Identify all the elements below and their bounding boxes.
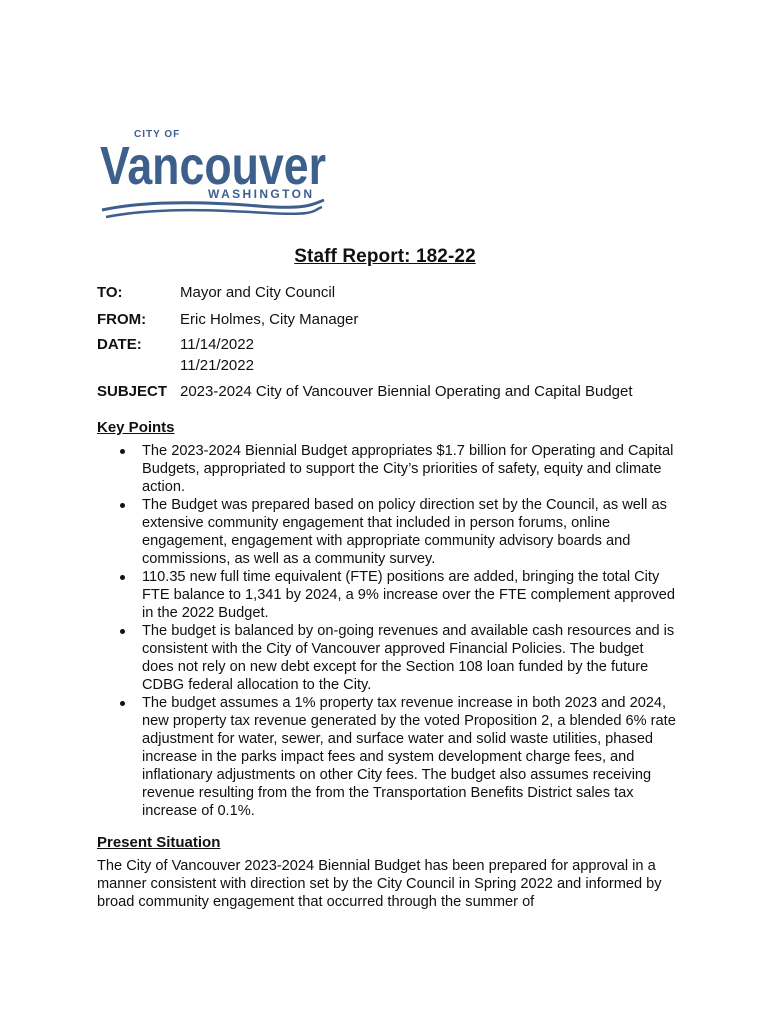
present-situation-heading: Present Situation — [97, 834, 221, 851]
page-title: Staff Report: 182-22 — [294, 246, 476, 267]
city-logo — [98, 126, 330, 222]
from-label: FROM: — [97, 311, 147, 328]
key-points-list — [118, 442, 678, 820]
key-point-text: The budget is balanced by on-going revenues and available cash resources and is consistent with the City of Vancouver approved Financial Policies. The budget does not rely on new debt except for the Section 108 loan funded by the future CDBG federal allocation to the City. — [142, 623, 675, 693]
list-item — [118, 568, 678, 622]
vancouver-logo-graphic — [98, 126, 330, 222]
subject-value: 2023-2024 City of Vancouver Biennial Operating and Capital Budget — [180, 383, 633, 400]
date-label: DATE: — [97, 336, 142, 353]
list-item — [118, 496, 678, 568]
list-item — [118, 622, 678, 694]
bullet-icon — [120, 503, 125, 508]
key-point-text: 110.35 new full time equivalent (FTE) positions are added, bringing the total City FTE balance to 1,341 by 2024, a 9% increase over the FTE complement approved in the 2022 Budget. — [142, 569, 675, 621]
list-item — [118, 442, 678, 496]
to-label: TO: — [97, 284, 123, 301]
key-point-text: The Budget was prepared based on policy direction set by the Council, as well as extensive community engagement that included in person forums, online engagement, engagement with appropriate community advisory boards and commissions, as well as a community survey. — [142, 497, 667, 567]
key-points-heading: Key Points — [97, 419, 175, 436]
subject-label: SUBJECT — [97, 383, 168, 400]
bullet-icon — [120, 575, 125, 580]
bullet-icon — [120, 449, 125, 454]
list-item — [118, 694, 678, 820]
to-value: Mayor and City Council — [180, 284, 336, 301]
date-value-2: 11/21/2022 — [180, 357, 254, 374]
logo-wave-1 — [102, 200, 324, 210]
bullet-icon — [120, 701, 125, 706]
present-situation-paragraph: The City of Vancouver 2023-2024 Biennial Budget has been prepared for approval in a manner consistent with direction set by the City Council in Spring 2022 and informed by broad community engagement that occurred through the summer of — [97, 858, 662, 910]
date-value-1: 11/14/2022 — [180, 336, 254, 353]
logo-main-text: Vancouver — [100, 136, 326, 196]
key-point-text: The budget assumes a 1% property tax revenue increase in both 2023 and 2024, new property tax revenue generated by the voted Proposition 2, a blended 6% rate adjustment for water, sewer, and surface water and solid waste utilities, phased increase in the parks impact fees and system development charge fees, and inflationary adjustments on other City fees. The budget also assumes receiving revenue resulting from the from the Transportation Benefits District sales tax increase of 0.1%. — [142, 695, 676, 819]
logo-top-text: CITY OF — [134, 129, 181, 140]
bullet-icon — [120, 629, 125, 634]
logo-bottom-text: WASHINGTON — [208, 187, 315, 201]
key-point-text: The 2023-2024 Biennial Budget appropriates $1.7 billion for Operating and Capital Budgets, appropriated to support the City’s priorities of safety, equity and climate action. — [142, 443, 674, 495]
from-value: Eric Holmes, City Manager — [180, 311, 359, 328]
